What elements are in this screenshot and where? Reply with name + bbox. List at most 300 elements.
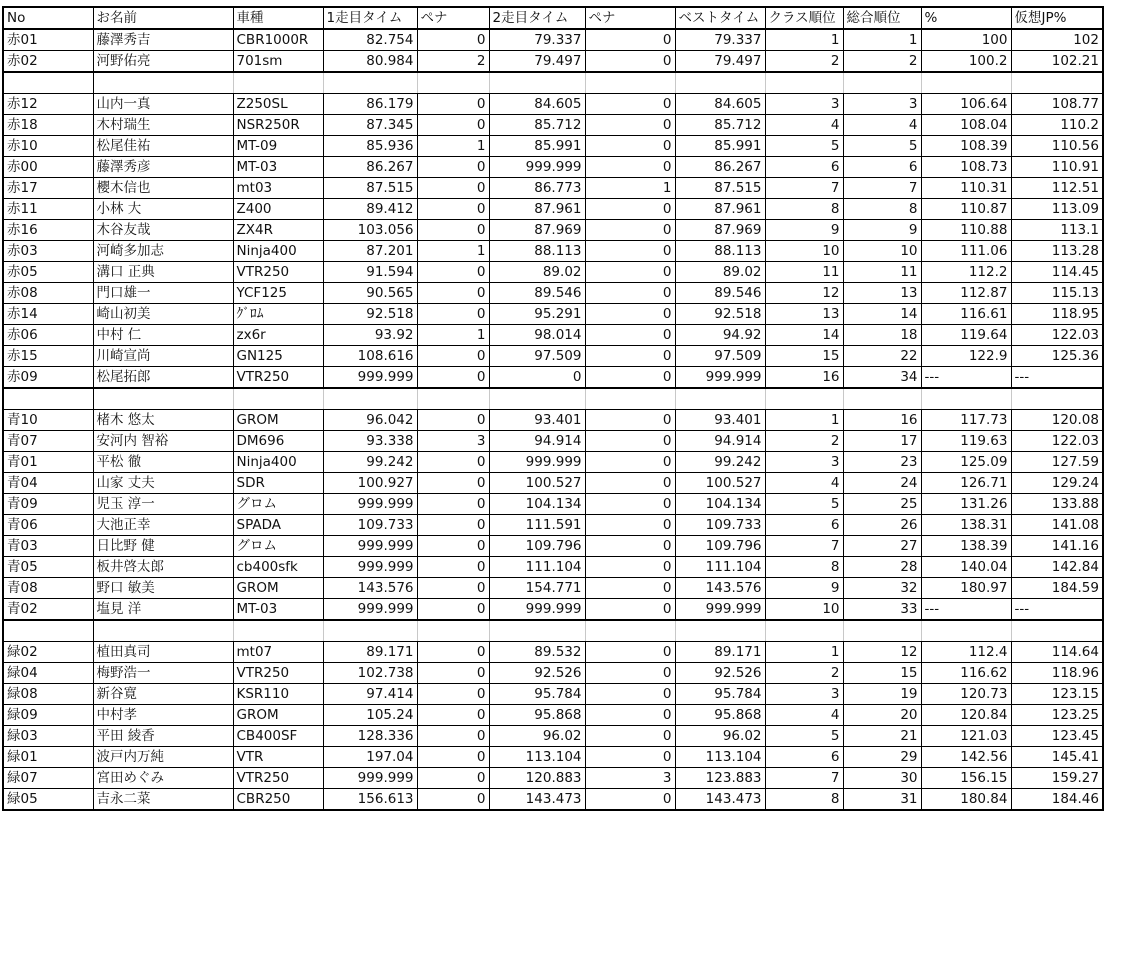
cell-run1-penalty[interactable]: 0 bbox=[417, 494, 489, 515]
cell-run1-penalty[interactable]: 0 bbox=[417, 157, 489, 178]
cell-bike[interactable]: VTR bbox=[233, 747, 323, 768]
cell-run1-penalty[interactable]: 0 bbox=[417, 726, 489, 747]
cell-run2-penalty[interactable]: 0 bbox=[585, 705, 675, 726]
cell-run2-penalty[interactable]: 0 bbox=[585, 51, 675, 73]
cell-name[interactable]: 児玉 淳一 bbox=[93, 494, 233, 515]
cell-run2-time[interactable]: 79.337 bbox=[489, 29, 585, 51]
cell-name[interactable]: 野口 敏美 bbox=[93, 578, 233, 599]
cell-name[interactable]: 吉永二菜 bbox=[93, 789, 233, 811]
cell-run1-time[interactable]: 90.565 bbox=[323, 283, 417, 304]
cell-no[interactable]: 赤14 bbox=[3, 304, 93, 325]
cell-run1-time[interactable]: 999.999 bbox=[323, 494, 417, 515]
cell-run1-time[interactable]: 99.242 bbox=[323, 452, 417, 473]
cell-percent[interactable]: 180.84 bbox=[921, 789, 1011, 811]
cell-run1-time[interactable]: 109.733 bbox=[323, 515, 417, 536]
cell-overall-rank[interactable]: 28 bbox=[843, 557, 921, 578]
cell-name[interactable]: 藤澤秀吉 bbox=[93, 29, 233, 51]
cell-best-time[interactable]: 92.526 bbox=[675, 663, 765, 684]
cell-no[interactable]: 赤10 bbox=[3, 136, 93, 157]
empty-cell[interactable] bbox=[489, 72, 585, 94]
cell-no[interactable]: 緑08 bbox=[3, 684, 93, 705]
empty-cell[interactable] bbox=[323, 72, 417, 94]
cell-class-rank[interactable]: 11 bbox=[765, 262, 843, 283]
cell-bike[interactable]: NSR250R bbox=[233, 115, 323, 136]
cell-overall-rank[interactable]: 19 bbox=[843, 684, 921, 705]
cell-run1-penalty[interactable]: 0 bbox=[417, 705, 489, 726]
cell-overall-rank[interactable]: 6 bbox=[843, 157, 921, 178]
cell-run1-time[interactable]: 93.338 bbox=[323, 431, 417, 452]
cell-overall-rank[interactable]: 22 bbox=[843, 346, 921, 367]
empty-cell[interactable] bbox=[675, 72, 765, 94]
cell-class-rank[interactable]: 2 bbox=[765, 51, 843, 73]
empty-cell[interactable] bbox=[3, 388, 93, 410]
header-no[interactable]: No bbox=[3, 7, 93, 29]
cell-percent[interactable]: 180.97 bbox=[921, 578, 1011, 599]
cell-bike[interactable]: 701sm bbox=[233, 51, 323, 73]
cell-run2-time[interactable]: 79.497 bbox=[489, 51, 585, 73]
cell-virtual-jp-percent[interactable]: 120.08 bbox=[1011, 410, 1103, 431]
cell-overall-rank[interactable]: 13 bbox=[843, 283, 921, 304]
cell-percent[interactable]: 142.56 bbox=[921, 747, 1011, 768]
cell-percent[interactable]: --- bbox=[921, 599, 1011, 621]
empty-cell[interactable] bbox=[765, 620, 843, 642]
empty-cell[interactable] bbox=[489, 620, 585, 642]
cell-run2-penalty[interactable]: 0 bbox=[585, 367, 675, 389]
cell-percent[interactable]: 117.73 bbox=[921, 410, 1011, 431]
cell-bike[interactable]: SDR bbox=[233, 473, 323, 494]
cell-run1-penalty[interactable]: 0 bbox=[417, 557, 489, 578]
cell-run1-time[interactable]: 87.201 bbox=[323, 241, 417, 262]
cell-name[interactable]: 山内一真 bbox=[93, 94, 233, 115]
cell-no[interactable]: 赤17 bbox=[3, 178, 93, 199]
header-name[interactable]: お名前 bbox=[93, 7, 233, 29]
cell-run2-time[interactable]: 999.999 bbox=[489, 452, 585, 473]
cell-bike[interactable]: Z400 bbox=[233, 199, 323, 220]
cell-class-rank[interactable]: 5 bbox=[765, 494, 843, 515]
cell-run2-penalty[interactable]: 0 bbox=[585, 410, 675, 431]
header-run2-penalty[interactable]: ペナ bbox=[585, 7, 675, 29]
cell-percent[interactable]: 120.73 bbox=[921, 684, 1011, 705]
cell-run2-time[interactable]: 109.796 bbox=[489, 536, 585, 557]
empty-cell[interactable] bbox=[585, 388, 675, 410]
cell-best-time[interactable]: 111.104 bbox=[675, 557, 765, 578]
cell-run2-penalty[interactable]: 3 bbox=[585, 768, 675, 789]
cell-name[interactable]: 門口雄一 bbox=[93, 283, 233, 304]
cell-run2-penalty[interactable]: 0 bbox=[585, 684, 675, 705]
cell-name[interactable]: 川崎宣尚 bbox=[93, 346, 233, 367]
cell-run1-time[interactable]: 85.936 bbox=[323, 136, 417, 157]
cell-best-time[interactable]: 109.796 bbox=[675, 536, 765, 557]
cell-bike[interactable]: MT-09 bbox=[233, 136, 323, 157]
cell-no[interactable]: 緑09 bbox=[3, 705, 93, 726]
cell-run1-penalty[interactable]: 0 bbox=[417, 367, 489, 389]
cell-percent[interactable]: 110.87 bbox=[921, 199, 1011, 220]
cell-name[interactable]: 木村瑞生 bbox=[93, 115, 233, 136]
cell-run1-time[interactable]: 93.92 bbox=[323, 325, 417, 346]
cell-no[interactable]: 青05 bbox=[3, 557, 93, 578]
cell-run1-penalty[interactable]: 0 bbox=[417, 642, 489, 663]
cell-run1-time[interactable]: 87.345 bbox=[323, 115, 417, 136]
header-percent[interactable]: % bbox=[921, 7, 1011, 29]
cell-bike[interactable]: cb400sfk bbox=[233, 557, 323, 578]
cell-run1-penalty[interactable]: 0 bbox=[417, 599, 489, 621]
cell-run2-penalty[interactable]: 0 bbox=[585, 515, 675, 536]
cell-bike[interactable]: GROM bbox=[233, 410, 323, 431]
cell-name[interactable]: 大池正幸 bbox=[93, 515, 233, 536]
cell-virtual-jp-percent[interactable]: 113.28 bbox=[1011, 241, 1103, 262]
empty-cell[interactable] bbox=[585, 620, 675, 642]
cell-run1-time[interactable]: 102.738 bbox=[323, 663, 417, 684]
cell-bike[interactable]: MT-03 bbox=[233, 157, 323, 178]
cell-run1-penalty[interactable]: 0 bbox=[417, 768, 489, 789]
empty-cell[interactable] bbox=[921, 620, 1011, 642]
cell-name[interactable]: 梅野浩一 bbox=[93, 663, 233, 684]
cell-best-time[interactable]: 999.999 bbox=[675, 599, 765, 621]
cell-class-rank[interactable]: 5 bbox=[765, 726, 843, 747]
cell-class-rank[interactable]: 12 bbox=[765, 283, 843, 304]
empty-cell[interactable] bbox=[675, 620, 765, 642]
cell-run1-time[interactable]: 86.267 bbox=[323, 157, 417, 178]
cell-class-rank[interactable]: 3 bbox=[765, 94, 843, 115]
cell-best-time[interactable]: 100.527 bbox=[675, 473, 765, 494]
cell-percent[interactable]: 100.2 bbox=[921, 51, 1011, 73]
cell-percent[interactable]: 120.84 bbox=[921, 705, 1011, 726]
cell-best-time[interactable]: 79.337 bbox=[675, 29, 765, 51]
cell-overall-rank[interactable]: 30 bbox=[843, 768, 921, 789]
cell-bike[interactable]: Ninja400 bbox=[233, 241, 323, 262]
cell-name[interactable]: 平松 徹 bbox=[93, 452, 233, 473]
cell-class-rank[interactable]: 6 bbox=[765, 747, 843, 768]
cell-name[interactable]: 新谷寛 bbox=[93, 684, 233, 705]
cell-percent[interactable]: 119.63 bbox=[921, 431, 1011, 452]
cell-percent[interactable]: 112.2 bbox=[921, 262, 1011, 283]
cell-best-time[interactable]: 87.969 bbox=[675, 220, 765, 241]
cell-best-time[interactable]: 97.509 bbox=[675, 346, 765, 367]
empty-cell[interactable] bbox=[765, 72, 843, 94]
cell-bike[interactable]: CBR250 bbox=[233, 789, 323, 811]
cell-name[interactable]: 山家 丈夫 bbox=[93, 473, 233, 494]
cell-run2-time[interactable]: 104.134 bbox=[489, 494, 585, 515]
cell-best-time[interactable]: 84.605 bbox=[675, 94, 765, 115]
cell-run1-penalty[interactable]: 0 bbox=[417, 346, 489, 367]
cell-run2-penalty[interactable]: 0 bbox=[585, 199, 675, 220]
cell-name[interactable]: 中村孝 bbox=[93, 705, 233, 726]
cell-best-time[interactable]: 143.473 bbox=[675, 789, 765, 811]
cell-run2-time[interactable]: 92.526 bbox=[489, 663, 585, 684]
cell-run2-penalty[interactable]: 0 bbox=[585, 157, 675, 178]
cell-overall-rank[interactable]: 23 bbox=[843, 452, 921, 473]
cell-best-time[interactable]: 99.242 bbox=[675, 452, 765, 473]
cell-percent[interactable]: 138.39 bbox=[921, 536, 1011, 557]
cell-bike[interactable]: VTR250 bbox=[233, 367, 323, 389]
cell-run2-penalty[interactable]: 0 bbox=[585, 431, 675, 452]
cell-no[interactable]: 青02 bbox=[3, 599, 93, 621]
cell-run1-penalty[interactable]: 0 bbox=[417, 536, 489, 557]
cell-class-rank[interactable]: 16 bbox=[765, 367, 843, 389]
cell-overall-rank[interactable]: 17 bbox=[843, 431, 921, 452]
cell-percent[interactable]: 106.64 bbox=[921, 94, 1011, 115]
cell-virtual-jp-percent[interactable]: 113.1 bbox=[1011, 220, 1103, 241]
cell-bike[interactable]: ｸﾞﾛﾑ bbox=[233, 304, 323, 325]
cell-overall-rank[interactable]: 12 bbox=[843, 642, 921, 663]
cell-no[interactable]: 青08 bbox=[3, 578, 93, 599]
cell-percent[interactable]: 156.15 bbox=[921, 768, 1011, 789]
cell-run1-penalty[interactable]: 0 bbox=[417, 29, 489, 51]
cell-virtual-jp-percent[interactable]: 102 bbox=[1011, 29, 1103, 51]
cell-class-rank[interactable]: 15 bbox=[765, 346, 843, 367]
cell-overall-rank[interactable]: 33 bbox=[843, 599, 921, 621]
cell-run2-time[interactable]: 97.509 bbox=[489, 346, 585, 367]
cell-no[interactable]: 青04 bbox=[3, 473, 93, 494]
cell-run2-time[interactable]: 113.104 bbox=[489, 747, 585, 768]
cell-name[interactable]: 板井啓太郎 bbox=[93, 557, 233, 578]
cell-virtual-jp-percent[interactable]: 108.77 bbox=[1011, 94, 1103, 115]
cell-name[interactable]: 平田 綾香 bbox=[93, 726, 233, 747]
cell-overall-rank[interactable]: 26 bbox=[843, 515, 921, 536]
cell-bike[interactable]: CB400SF bbox=[233, 726, 323, 747]
empty-cell[interactable] bbox=[1011, 72, 1103, 94]
empty-cell[interactable] bbox=[765, 388, 843, 410]
cell-percent[interactable]: 131.26 bbox=[921, 494, 1011, 515]
cell-no[interactable]: 赤18 bbox=[3, 115, 93, 136]
cell-run1-time[interactable]: 96.042 bbox=[323, 410, 417, 431]
cell-class-rank[interactable]: 9 bbox=[765, 578, 843, 599]
cell-class-rank[interactable]: 8 bbox=[765, 789, 843, 811]
cell-bike[interactable]: GROM bbox=[233, 578, 323, 599]
cell-best-time[interactable]: 85.991 bbox=[675, 136, 765, 157]
cell-virtual-jp-percent[interactable]: 122.03 bbox=[1011, 431, 1103, 452]
cell-percent[interactable]: 112.4 bbox=[921, 642, 1011, 663]
cell-run2-penalty[interactable]: 0 bbox=[585, 452, 675, 473]
cell-run1-time[interactable]: 999.999 bbox=[323, 768, 417, 789]
cell-run1-penalty[interactable]: 0 bbox=[417, 283, 489, 304]
cell-name[interactable]: 塩見 洋 bbox=[93, 599, 233, 621]
cell-run1-time[interactable]: 108.616 bbox=[323, 346, 417, 367]
cell-class-rank[interactable]: 3 bbox=[765, 452, 843, 473]
cell-run2-time[interactable]: 95.868 bbox=[489, 705, 585, 726]
cell-run2-penalty[interactable]: 1 bbox=[585, 178, 675, 199]
cell-percent[interactable]: 126.71 bbox=[921, 473, 1011, 494]
cell-run1-penalty[interactable]: 1 bbox=[417, 325, 489, 346]
cell-bike[interactable]: VTR250 bbox=[233, 768, 323, 789]
cell-virtual-jp-percent[interactable]: --- bbox=[1011, 599, 1103, 621]
cell-virtual-jp-percent[interactable]: 110.2 bbox=[1011, 115, 1103, 136]
cell-best-time[interactable]: 123.883 bbox=[675, 768, 765, 789]
cell-run1-penalty[interactable]: 0 bbox=[417, 178, 489, 199]
cell-run1-penalty[interactable]: 0 bbox=[417, 473, 489, 494]
cell-virtual-jp-percent[interactable]: 133.88 bbox=[1011, 494, 1103, 515]
cell-class-rank[interactable]: 4 bbox=[765, 705, 843, 726]
cell-percent[interactable]: 116.61 bbox=[921, 304, 1011, 325]
cell-run1-penalty[interactable]: 0 bbox=[417, 747, 489, 768]
empty-cell[interactable] bbox=[93, 72, 233, 94]
cell-class-rank[interactable]: 2 bbox=[765, 431, 843, 452]
cell-best-time[interactable]: 95.784 bbox=[675, 684, 765, 705]
cell-run2-penalty[interactable]: 0 bbox=[585, 494, 675, 515]
cell-bike[interactable]: SPADA bbox=[233, 515, 323, 536]
cell-bike[interactable]: Ninja400 bbox=[233, 452, 323, 473]
cell-name[interactable]: 日比野 健 bbox=[93, 536, 233, 557]
cell-no[interactable]: 赤16 bbox=[3, 220, 93, 241]
cell-run2-penalty[interactable]: 0 bbox=[585, 346, 675, 367]
empty-cell[interactable] bbox=[233, 620, 323, 642]
cell-run2-penalty[interactable]: 0 bbox=[585, 325, 675, 346]
empty-cell[interactable] bbox=[233, 72, 323, 94]
cell-run2-time[interactable]: 98.014 bbox=[489, 325, 585, 346]
cell-name[interactable]: 木谷友哉 bbox=[93, 220, 233, 241]
cell-run2-time[interactable]: 143.473 bbox=[489, 789, 585, 811]
cell-virtual-jp-percent[interactable]: 123.45 bbox=[1011, 726, 1103, 747]
cell-bike[interactable]: Z250SL bbox=[233, 94, 323, 115]
cell-overall-rank[interactable]: 18 bbox=[843, 325, 921, 346]
cell-overall-rank[interactable]: 2 bbox=[843, 51, 921, 73]
cell-run1-penalty[interactable]: 0 bbox=[417, 410, 489, 431]
cell-no[interactable]: 緑05 bbox=[3, 789, 93, 811]
empty-cell[interactable] bbox=[843, 620, 921, 642]
cell-virtual-jp-percent[interactable]: 141.16 bbox=[1011, 536, 1103, 557]
cell-overall-rank[interactable]: 4 bbox=[843, 115, 921, 136]
cell-class-rank[interactable]: 13 bbox=[765, 304, 843, 325]
cell-virtual-jp-percent[interactable]: 118.95 bbox=[1011, 304, 1103, 325]
cell-class-rank[interactable]: 8 bbox=[765, 199, 843, 220]
cell-best-time[interactable]: 86.267 bbox=[675, 157, 765, 178]
cell-run1-penalty[interactable]: 0 bbox=[417, 220, 489, 241]
cell-percent[interactable]: 140.04 bbox=[921, 557, 1011, 578]
cell-virtual-jp-percent[interactable]: 112.51 bbox=[1011, 178, 1103, 199]
cell-run2-time[interactable]: 89.532 bbox=[489, 642, 585, 663]
cell-class-rank[interactable]: 4 bbox=[765, 115, 843, 136]
cell-no[interactable]: 赤09 bbox=[3, 367, 93, 389]
cell-no[interactable]: 赤01 bbox=[3, 29, 93, 51]
cell-no[interactable]: 赤00 bbox=[3, 157, 93, 178]
empty-cell[interactable] bbox=[233, 388, 323, 410]
empty-cell[interactable] bbox=[323, 388, 417, 410]
empty-cell[interactable] bbox=[585, 72, 675, 94]
cell-virtual-jp-percent[interactable]: 127.59 bbox=[1011, 452, 1103, 473]
empty-cell[interactable] bbox=[675, 388, 765, 410]
cell-no[interactable]: 緑03 bbox=[3, 726, 93, 747]
cell-percent[interactable]: 108.73 bbox=[921, 157, 1011, 178]
header-virtual-jp-percent[interactable]: 仮想JP% bbox=[1011, 7, 1103, 29]
cell-virtual-jp-percent[interactable]: 129.24 bbox=[1011, 473, 1103, 494]
cell-bike[interactable]: mt03 bbox=[233, 178, 323, 199]
cell-run2-penalty[interactable]: 0 bbox=[585, 115, 675, 136]
cell-run2-penalty[interactable]: 0 bbox=[585, 642, 675, 663]
cell-run2-time[interactable]: 86.773 bbox=[489, 178, 585, 199]
cell-best-time[interactable]: 92.518 bbox=[675, 304, 765, 325]
cell-virtual-jp-percent[interactable]: 145.41 bbox=[1011, 747, 1103, 768]
cell-class-rank[interactable]: 7 bbox=[765, 768, 843, 789]
cell-virtual-jp-percent[interactable]: 123.25 bbox=[1011, 705, 1103, 726]
cell-no[interactable]: 緑04 bbox=[3, 663, 93, 684]
cell-run2-time[interactable]: 100.527 bbox=[489, 473, 585, 494]
cell-overall-rank[interactable]: 3 bbox=[843, 94, 921, 115]
cell-virtual-jp-percent[interactable]: 113.09 bbox=[1011, 199, 1103, 220]
empty-cell[interactable] bbox=[417, 72, 489, 94]
cell-overall-rank[interactable]: 7 bbox=[843, 178, 921, 199]
cell-run2-time[interactable]: 88.113 bbox=[489, 241, 585, 262]
cell-run2-penalty[interactable]: 0 bbox=[585, 747, 675, 768]
cell-bike[interactable]: zx6r bbox=[233, 325, 323, 346]
cell-name[interactable]: 溝口 正典 bbox=[93, 262, 233, 283]
cell-run1-time[interactable]: 92.518 bbox=[323, 304, 417, 325]
cell-class-rank[interactable]: 1 bbox=[765, 642, 843, 663]
cell-best-time[interactable]: 94.914 bbox=[675, 431, 765, 452]
empty-cell[interactable] bbox=[1011, 620, 1103, 642]
cell-run2-time[interactable]: 87.969 bbox=[489, 220, 585, 241]
cell-overall-rank[interactable]: 29 bbox=[843, 747, 921, 768]
cell-best-time[interactable]: 79.497 bbox=[675, 51, 765, 73]
cell-no[interactable]: 赤11 bbox=[3, 199, 93, 220]
cell-percent[interactable]: 111.06 bbox=[921, 241, 1011, 262]
cell-percent[interactable]: 121.03 bbox=[921, 726, 1011, 747]
cell-run1-time[interactable]: 103.056 bbox=[323, 220, 417, 241]
cell-percent[interactable]: 122.9 bbox=[921, 346, 1011, 367]
cell-virtual-jp-percent[interactable]: 125.36 bbox=[1011, 346, 1103, 367]
cell-class-rank[interactable]: 7 bbox=[765, 536, 843, 557]
cell-best-time[interactable]: 143.576 bbox=[675, 578, 765, 599]
cell-no[interactable]: 青06 bbox=[3, 515, 93, 536]
cell-percent[interactable]: --- bbox=[921, 367, 1011, 389]
cell-run2-time[interactable]: 999.999 bbox=[489, 157, 585, 178]
cell-run1-penalty[interactable]: 2 bbox=[417, 51, 489, 73]
cell-bike[interactable]: グロム bbox=[233, 536, 323, 557]
header-bike[interactable]: 車種 bbox=[233, 7, 323, 29]
empty-cell[interactable] bbox=[1011, 388, 1103, 410]
empty-cell[interactable] bbox=[843, 388, 921, 410]
cell-overall-rank[interactable]: 34 bbox=[843, 367, 921, 389]
empty-cell[interactable] bbox=[843, 72, 921, 94]
cell-overall-rank[interactable]: 5 bbox=[843, 136, 921, 157]
cell-run2-time[interactable]: 111.591 bbox=[489, 515, 585, 536]
cell-no[interactable]: 赤02 bbox=[3, 51, 93, 73]
cell-class-rank[interactable]: 2 bbox=[765, 663, 843, 684]
cell-no[interactable]: 赤05 bbox=[3, 262, 93, 283]
cell-percent[interactable]: 116.62 bbox=[921, 663, 1011, 684]
cell-no[interactable]: 赤12 bbox=[3, 94, 93, 115]
header-run1-time[interactable]: 1走目タイム bbox=[323, 7, 417, 29]
cell-run1-penalty[interactable]: 0 bbox=[417, 663, 489, 684]
cell-run1-penalty[interactable]: 0 bbox=[417, 262, 489, 283]
cell-run1-penalty[interactable]: 1 bbox=[417, 241, 489, 262]
cell-name[interactable]: 楮木 悠太 bbox=[93, 410, 233, 431]
header-run2-time[interactable]: 2走目タイム bbox=[489, 7, 585, 29]
cell-overall-rank[interactable]: 32 bbox=[843, 578, 921, 599]
cell-name[interactable]: 宮田めぐみ bbox=[93, 768, 233, 789]
cell-bike[interactable]: ZX4R bbox=[233, 220, 323, 241]
cell-name[interactable]: 波戸内万純 bbox=[93, 747, 233, 768]
cell-percent[interactable]: 110.88 bbox=[921, 220, 1011, 241]
header-run1-penalty[interactable]: ペナ bbox=[417, 7, 489, 29]
cell-run2-penalty[interactable]: 0 bbox=[585, 241, 675, 262]
cell-best-time[interactable]: 93.401 bbox=[675, 410, 765, 431]
cell-run2-time[interactable]: 999.999 bbox=[489, 599, 585, 621]
cell-best-time[interactable]: 109.733 bbox=[675, 515, 765, 536]
cell-bike[interactable]: グロム bbox=[233, 494, 323, 515]
cell-overall-rank[interactable]: 1 bbox=[843, 29, 921, 51]
cell-run1-penalty[interactable]: 3 bbox=[417, 431, 489, 452]
cell-no[interactable]: 緑07 bbox=[3, 768, 93, 789]
cell-name[interactable]: 河野佑亮 bbox=[93, 51, 233, 73]
cell-run2-time[interactable]: 95.291 bbox=[489, 304, 585, 325]
cell-no[interactable]: 緑01 bbox=[3, 747, 93, 768]
cell-best-time[interactable]: 88.113 bbox=[675, 241, 765, 262]
cell-no[interactable]: 青01 bbox=[3, 452, 93, 473]
cell-run2-penalty[interactable]: 0 bbox=[585, 599, 675, 621]
cell-virtual-jp-percent[interactable]: 142.84 bbox=[1011, 557, 1103, 578]
cell-run2-time[interactable]: 85.712 bbox=[489, 115, 585, 136]
cell-no[interactable]: 青10 bbox=[3, 410, 93, 431]
